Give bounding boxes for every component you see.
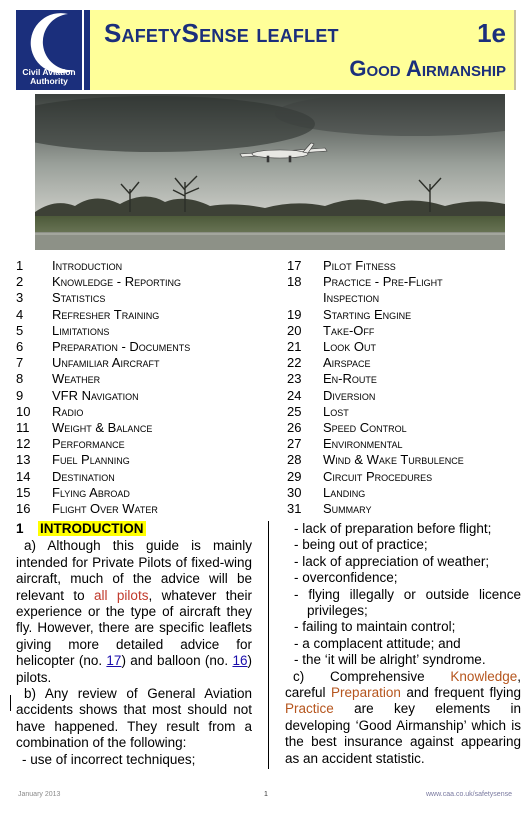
toc-item[interactable]: 3 Statistics xyxy=(16,290,106,306)
cause-list-right xyxy=(285,521,521,669)
text-cursor xyxy=(10,695,11,711)
link-leaflet-17[interactable]: 17 xyxy=(106,653,122,669)
toc-item[interactable]: 30 Landing xyxy=(287,484,366,500)
title-banner xyxy=(84,10,516,90)
footer-date: January 2013 xyxy=(18,791,61,798)
column-divider xyxy=(268,521,269,769)
paragraph-a: a) Although this guide is mainly intended for Private Pilots of fixed-wing aircraft, much of the advice will be relevant to all pilots, whatever their experience or the type of aircraft they fly. However, there are specific leaflets giving more detailed advice for helicopter (no. 17) and balloon (no. 16) pilots. xyxy=(16,538,252,685)
contents-left xyxy=(16,258,190,517)
paragraph-b: b) Any review of General Aviation accidents shows that most should not have happened. They result from a combination of the following: xyxy=(16,686,252,751)
section-intro-left xyxy=(16,521,252,768)
toc-item[interactable]: 1 Introduction xyxy=(16,258,123,273)
caa-logo xyxy=(16,10,82,90)
leaflet-subtitle: Good Airmanship xyxy=(349,56,506,81)
leaflet-number: 1e xyxy=(477,18,506,48)
toc-item[interactable]: 15 Flying Abroad xyxy=(16,484,130,500)
toc-item[interactable]: 17 Pilot Fitness xyxy=(287,258,396,273)
toc-item[interactable]: 10 Radio xyxy=(16,403,84,419)
toc-item[interactable]: 22 Airspace xyxy=(287,355,371,371)
paragraph-c: c) Comprehensive Knowledge, careful Preparation and frequent flying Practice are key elements in developing ‘Good Airmanship’ which is the best insurance against appearing as an accident statistic. xyxy=(285,668,521,766)
toc-item[interactable]: 4 Refresher Training xyxy=(16,306,160,322)
toc-item[interactable]: 24 Diversion xyxy=(287,387,376,403)
toc-item[interactable]: 19 Starting Engine xyxy=(287,306,412,322)
cover-photo xyxy=(35,94,505,250)
footer-url[interactable]: www.caa.co.uk/safetysense xyxy=(426,791,512,798)
toc-item[interactable]: 26 Speed Control xyxy=(287,420,407,436)
toc-item[interactable]: 20 Take-Off xyxy=(287,322,375,338)
toc-item[interactable]: 28 Wind & Wake Turbulence xyxy=(287,452,464,468)
toc-item[interactable]: 25 Lost xyxy=(287,403,349,419)
toc-item[interactable]: 9 VFR Navigation xyxy=(16,387,139,403)
section-intro-right xyxy=(285,521,521,767)
toc-item[interactable]: 18 Practice - Pre-Flight Inspection xyxy=(287,274,443,306)
toc-item[interactable]: 12 Performance xyxy=(16,436,125,452)
toc-item[interactable]: 14 Destination xyxy=(16,468,115,484)
page-number: 1 xyxy=(264,791,268,798)
toc-item[interactable]: 2 Knowledge - Reporting xyxy=(16,274,181,290)
list-item: - the ‘it will be alright’ syndrome. xyxy=(294,652,486,668)
list-item: - use of incorrect techniques; xyxy=(22,751,196,767)
list-item: - a complacent attitude; and xyxy=(294,635,461,651)
logo-text: Civil Aviation Authority xyxy=(22,67,76,86)
toc-item[interactable]: 6 Preparation - Documents xyxy=(16,339,191,355)
list-item: - overconfidence; xyxy=(294,570,398,586)
list-item: - lack of preparation before flight; xyxy=(294,521,492,536)
toc-item[interactable]: 8 Weather xyxy=(16,371,101,387)
toc-item[interactable]: 7 Unfamiliar Aircraft xyxy=(16,355,160,371)
toc-item[interactable]: 16 Flight Over Water xyxy=(16,501,158,517)
toc-item[interactable]: 31 Summary xyxy=(287,501,372,517)
list-item: - flying illegally or outside licence privileges; xyxy=(294,586,521,619)
leaflet-title: SafetySense leaflet xyxy=(104,18,339,48)
contents-right xyxy=(287,258,483,517)
toc-item[interactable]: 21 Look Out xyxy=(287,339,376,355)
toc-item[interactable]: 29 Circuit Procedures xyxy=(287,468,433,484)
cause-list-left xyxy=(16,752,252,768)
toc-item[interactable]: 23 En-Route xyxy=(287,371,377,387)
toc-item[interactable]: 5 Limitations xyxy=(16,322,110,338)
list-item: - being out of practice; xyxy=(294,537,428,553)
toc-item[interactable]: 11 Weight & Balance xyxy=(16,420,153,436)
section-heading: 1 INTRODUCTION xyxy=(16,521,144,536)
toc-item[interactable]: 27 Environmental xyxy=(287,436,403,452)
list-item: - lack of appreciation of weather; xyxy=(294,553,490,569)
list-item: - failing to maintain control; xyxy=(294,619,456,635)
toc-item[interactable]: 13 Fuel Planning xyxy=(16,452,130,468)
link-leaflet-16[interactable]: 16 xyxy=(232,653,248,669)
